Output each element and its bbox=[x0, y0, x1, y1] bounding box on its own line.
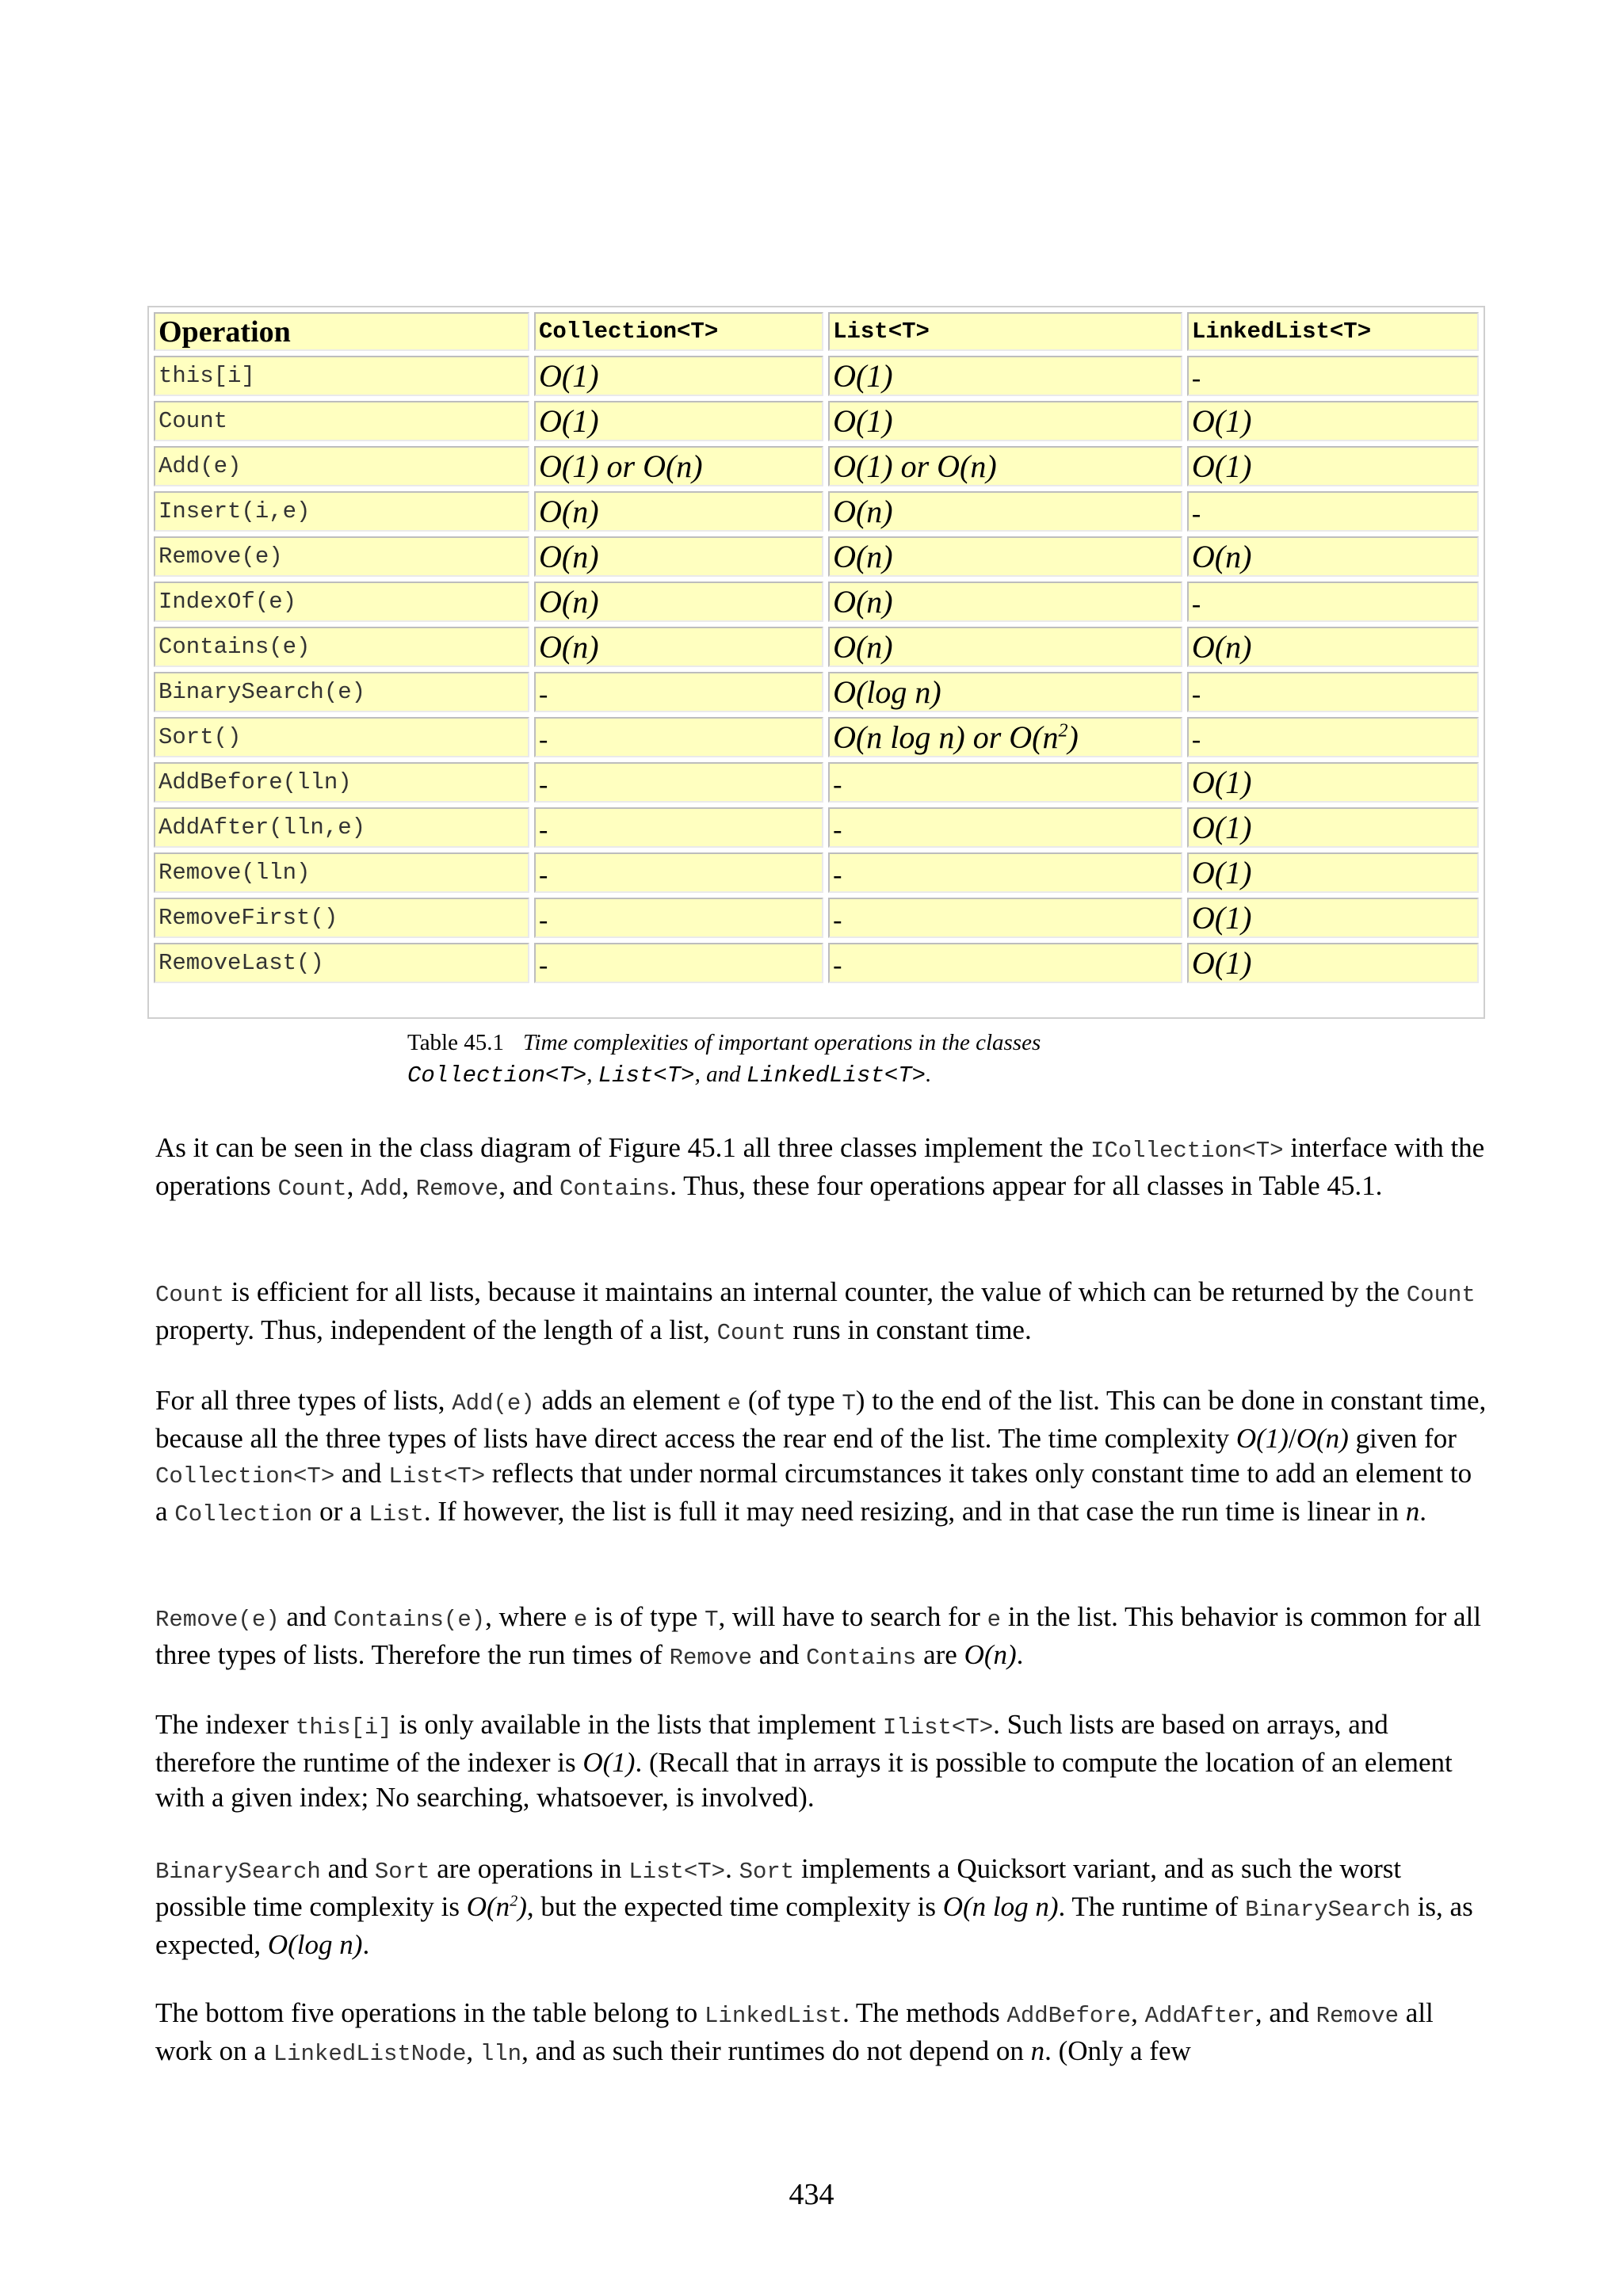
code: Count bbox=[1406, 1282, 1476, 1308]
text: , and as such their runtimes do not depend on bbox=[521, 2035, 1031, 2066]
complexity-cell: O(1) bbox=[1187, 401, 1479, 441]
code: BinarySearch bbox=[155, 1859, 321, 1885]
code: Remove bbox=[669, 1645, 753, 1671]
complexity-cell bbox=[828, 762, 1182, 803]
complexity-cell bbox=[828, 943, 1182, 983]
code: Collection<T> bbox=[155, 1463, 335, 1489]
not-available-dash: - bbox=[539, 815, 548, 845]
text: adds an element bbox=[534, 1385, 727, 1416]
complexity-cell bbox=[1187, 717, 1479, 757]
operation-cell: BinarySearch(e) bbox=[154, 672, 529, 712]
text: and bbox=[320, 1853, 375, 1884]
not-available-dash: - bbox=[539, 770, 548, 799]
code: List<T> bbox=[388, 1463, 486, 1489]
complexity-cell bbox=[534, 672, 823, 712]
text: , but the expected time complexity is bbox=[526, 1891, 943, 1922]
complexity-cell: O(1) bbox=[534, 356, 823, 396]
table-row bbox=[154, 446, 1479, 486]
table-row bbox=[154, 536, 1479, 577]
code: e bbox=[727, 1390, 742, 1417]
complexity-cell bbox=[534, 717, 823, 757]
complexity-cell: O(1) bbox=[1187, 446, 1479, 486]
table-row bbox=[154, 762, 1479, 803]
operation-cell: IndexOf(e) bbox=[154, 582, 529, 622]
table-row bbox=[154, 356, 1479, 396]
text: (of type bbox=[741, 1385, 842, 1416]
not-available-dash: - bbox=[833, 906, 842, 935]
complexity-cell: O(n) bbox=[534, 627, 823, 667]
operation-cell: Contains(e) bbox=[154, 627, 529, 667]
not-available-dash: - bbox=[833, 860, 842, 890]
complexity-cell: O(n) bbox=[828, 627, 1182, 667]
formula: O(n) bbox=[964, 1639, 1017, 1670]
table-row bbox=[154, 401, 1479, 441]
text: As it can be seen in the class diagram of Figure 45.1 all three classes implement the bbox=[155, 1132, 1090, 1163]
complexity-cell: O(n) bbox=[1187, 627, 1479, 667]
paragraph-7 bbox=[155, 1996, 1487, 2072]
complexity-table bbox=[149, 307, 1484, 988]
not-available-dash: - bbox=[539, 680, 548, 709]
complexity-text: ) bbox=[1067, 719, 1079, 755]
text: . The methods bbox=[842, 1997, 1007, 2028]
not-available-dash: - bbox=[833, 770, 842, 799]
text: and bbox=[752, 1639, 807, 1670]
complexity-cell: O(n) bbox=[828, 536, 1182, 577]
text: in the list. This behavior is common for all three types of lists. Therefore the run times of bbox=[155, 1601, 1481, 1670]
operation-cell: RemoveFirst() bbox=[154, 898, 529, 938]
header-operation: Operation bbox=[154, 312, 529, 351]
code: e bbox=[573, 1607, 588, 1633]
not-available-dash: - bbox=[833, 951, 842, 980]
code: Remove bbox=[1316, 2003, 1400, 2029]
complexity-cell: O(log n) bbox=[828, 672, 1182, 712]
table-caption bbox=[407, 1027, 1279, 1092]
text: . If however, the list is full it may need resizing, and in that case the run time is linear in bbox=[423, 1496, 1406, 1527]
complexity-cell: O(n) bbox=[828, 582, 1182, 622]
not-available-dash: - bbox=[1191, 680, 1201, 709]
complexity-cell bbox=[534, 943, 823, 983]
text: . bbox=[1419, 1496, 1426, 1527]
table-row bbox=[154, 852, 1479, 893]
paragraph-1 bbox=[155, 1131, 1487, 1207]
operation-cell: Insert(i,e) bbox=[154, 491, 529, 532]
operation-cell: Count bbox=[154, 401, 529, 441]
complexity-cell bbox=[1187, 356, 1479, 396]
caption-code: LinkedList<T> bbox=[746, 1062, 926, 1089]
text: , where bbox=[485, 1601, 574, 1632]
complexity-cell bbox=[534, 807, 823, 848]
table-row bbox=[154, 807, 1479, 848]
paragraph-2 bbox=[155, 1275, 1487, 1351]
code: LinkedList bbox=[705, 2003, 843, 2029]
caption-number: Table 45.1 bbox=[407, 1030, 504, 1055]
complexity-cell: O(1) bbox=[1187, 943, 1479, 983]
complexity-cell: O(1) bbox=[1187, 852, 1479, 893]
not-available-dash: - bbox=[539, 725, 548, 754]
table-row bbox=[154, 491, 1479, 532]
code: Sort bbox=[739, 1859, 795, 1885]
complexity-cell: O(n) bbox=[828, 491, 1182, 532]
text: . Such lists are based on arrays, and therefore the runtime of the indexer is bbox=[155, 1709, 1388, 1778]
complexity-cell: O(n) bbox=[534, 491, 823, 532]
caption-code: Collection<T> bbox=[407, 1062, 587, 1089]
complexity-cell bbox=[828, 852, 1182, 893]
caption-text: Time complexities of important operations in the classes bbox=[523, 1030, 1041, 1055]
table-row bbox=[154, 717, 1479, 757]
complexity-cell bbox=[1187, 672, 1479, 712]
text: . bbox=[725, 1853, 739, 1884]
operation-cell: Remove(lln) bbox=[154, 852, 529, 893]
table-row bbox=[154, 898, 1479, 938]
text: property. Thus, independent of the length of a list, bbox=[155, 1314, 717, 1345]
formula: O(n bbox=[466, 1891, 510, 1922]
text: ) to the end of the list. This can be done in constant time, because all the three types of lists have direct access the rear end of the list. The time complexity bbox=[155, 1385, 1487, 1454]
code: Contains bbox=[559, 1176, 670, 1202]
text: , and bbox=[498, 1170, 559, 1201]
operation-cell: this[i] bbox=[154, 356, 529, 396]
complexity-cell bbox=[828, 898, 1182, 938]
code: Count bbox=[277, 1176, 347, 1202]
complexity-cell bbox=[1187, 491, 1479, 532]
code: BinarySearch bbox=[1245, 1897, 1411, 1923]
code: Add(e) bbox=[452, 1390, 535, 1417]
complexity-cell: O(n) bbox=[534, 536, 823, 577]
formula: O(n) bbox=[1296, 1423, 1349, 1454]
table-row bbox=[154, 582, 1479, 622]
code: Remove bbox=[415, 1176, 499, 1202]
table-row bbox=[154, 672, 1479, 712]
complexity-cell: O(n) bbox=[1187, 536, 1479, 577]
header-collection: Collection<T> bbox=[534, 312, 823, 351]
text: . bbox=[362, 1929, 370, 1960]
complexity-cell: O(1) bbox=[828, 401, 1182, 441]
code: T bbox=[842, 1390, 856, 1417]
caption-text: . bbox=[926, 1062, 932, 1087]
code: Contains bbox=[806, 1645, 917, 1671]
paragraph-5 bbox=[155, 1707, 1487, 1815]
table-row bbox=[154, 627, 1479, 667]
code: ICollection<T> bbox=[1090, 1138, 1284, 1164]
table-header-row bbox=[154, 312, 1479, 351]
complexity-exponent: 2 bbox=[1058, 720, 1068, 742]
text: reflects that under normal circumstances it takes only constant time to add an element to a bbox=[155, 1458, 1472, 1527]
complexity-cell bbox=[534, 898, 823, 938]
complexity-cell: O(1) bbox=[828, 356, 1182, 396]
complexity-cell: O(1) or O(n) bbox=[534, 446, 823, 486]
complexity-cell bbox=[828, 717, 1182, 757]
operation-cell: RemoveLast() bbox=[154, 943, 529, 983]
formula: n bbox=[1405, 1496, 1420, 1527]
not-available-dash: - bbox=[539, 906, 548, 935]
code: Collection bbox=[174, 1501, 313, 1527]
complexity-cell bbox=[1187, 582, 1479, 622]
code: e bbox=[987, 1607, 1002, 1633]
complexity-cell: O(1) bbox=[1187, 807, 1479, 848]
code: T bbox=[705, 1607, 719, 1633]
text: . (Recall that in arrays it is possible to compute the location of an element with a given index; No searching, whatsoever, is involved). bbox=[155, 1747, 1453, 1813]
code: AddBefore bbox=[1006, 2003, 1132, 2029]
caption-text: , bbox=[586, 1062, 598, 1087]
text: is efficient for all lists, because it maintains an internal counter, the value of which can be returned by the bbox=[224, 1276, 1407, 1307]
code: Contains(e) bbox=[333, 1607, 486, 1633]
code: Sort bbox=[374, 1859, 430, 1885]
paragraph-3 bbox=[155, 1383, 1487, 1532]
text: The bottom five operations in the table belong to bbox=[155, 1997, 705, 2028]
complexity-table-frame bbox=[147, 306, 1485, 1019]
text: , will have to search for bbox=[718, 1601, 987, 1632]
text: . bbox=[1016, 1639, 1024, 1670]
formula: O(n log n) bbox=[942, 1891, 1059, 1922]
complexity-cell bbox=[828, 807, 1182, 848]
complexity-cell: O(1) bbox=[534, 401, 823, 441]
text: all work on a bbox=[155, 1997, 1434, 2066]
formula: ) bbox=[517, 1891, 527, 1922]
text: and bbox=[279, 1601, 334, 1632]
operation-cell: Remove(e) bbox=[154, 536, 529, 577]
text: , bbox=[1131, 1997, 1145, 2028]
text: given for bbox=[1348, 1423, 1457, 1454]
header-linkedlist: LinkedList<T> bbox=[1187, 312, 1479, 351]
text: , and bbox=[1254, 1997, 1316, 2028]
not-available-dash: - bbox=[1191, 364, 1201, 393]
text: implements a Quicksort variant, and as such the worst possible time complexity is bbox=[155, 1853, 1402, 1922]
complexity-cell: O(1) bbox=[1187, 762, 1479, 803]
operation-cell: AddBefore(lln) bbox=[154, 762, 529, 803]
text: is only available in the lists that implement bbox=[391, 1709, 883, 1740]
paragraph-4 bbox=[155, 1600, 1487, 1676]
text: . The runtime of bbox=[1058, 1891, 1246, 1922]
not-available-dash: - bbox=[1191, 725, 1201, 754]
code: Remove(e) bbox=[155, 1607, 280, 1633]
text: runs in constant time. bbox=[785, 1314, 1032, 1345]
complexity-cell bbox=[534, 762, 823, 803]
code: LinkedListNode bbox=[273, 2041, 467, 2067]
formula: O(1) bbox=[582, 1747, 636, 1778]
text: For all three types of lists, bbox=[155, 1385, 453, 1416]
caption-code: List<T> bbox=[598, 1062, 695, 1089]
text: / bbox=[1288, 1423, 1296, 1454]
text: is of type bbox=[587, 1601, 705, 1632]
operation-cell: Add(e) bbox=[154, 446, 529, 486]
text: are operations in bbox=[430, 1853, 629, 1884]
text: The indexer bbox=[155, 1709, 296, 1740]
not-available-dash: - bbox=[833, 815, 842, 845]
header-list: List<T> bbox=[828, 312, 1182, 351]
code: AddAfter bbox=[1144, 2003, 1255, 2029]
complexity-cell: O(1) or O(n) bbox=[828, 446, 1182, 486]
code: List<T> bbox=[628, 1859, 726, 1885]
complexity-cell: O(n) bbox=[534, 582, 823, 622]
code: Ilist<T> bbox=[882, 1714, 994, 1741]
paragraph-6 bbox=[155, 1852, 1487, 1962]
not-available-dash: - bbox=[1191, 499, 1201, 528]
text: . Thus, these four operations appear for all classes in Table 45.1. bbox=[670, 1170, 1383, 1201]
not-available-dash: - bbox=[539, 951, 548, 980]
operation-cell: Sort() bbox=[154, 717, 529, 757]
code: Count bbox=[716, 1320, 786, 1346]
text: , bbox=[466, 2035, 480, 2066]
text: are bbox=[916, 1639, 964, 1670]
caption-text: , and bbox=[694, 1062, 747, 1087]
operation-cell: AddAfter(lln,e) bbox=[154, 807, 529, 848]
text: is, as expected, bbox=[155, 1891, 1473, 1960]
not-available-dash: - bbox=[1191, 589, 1201, 619]
formula: O(log n) bbox=[267, 1929, 363, 1960]
text: , bbox=[346, 1170, 361, 1201]
complexity-text: O(n log n) or O(n bbox=[833, 719, 1059, 755]
table-row bbox=[154, 943, 1479, 983]
text: , bbox=[402, 1170, 416, 1201]
complexity-cell bbox=[534, 852, 823, 893]
formula: O(1) bbox=[1235, 1423, 1289, 1454]
code: lln bbox=[479, 2041, 522, 2067]
not-available-dash: - bbox=[539, 860, 548, 890]
text: and bbox=[334, 1458, 389, 1489]
code: List bbox=[369, 1501, 424, 1527]
formula-superscript: 2 bbox=[510, 1892, 518, 1910]
code: Add bbox=[361, 1176, 403, 1202]
text: . (Only a few bbox=[1044, 2035, 1191, 2066]
text: interface with the operations bbox=[155, 1132, 1485, 1201]
complexity-cell: O(1) bbox=[1187, 898, 1479, 938]
page-number: 434 bbox=[789, 2178, 834, 2211]
code: Count bbox=[155, 1282, 225, 1308]
code: this[i] bbox=[295, 1714, 392, 1741]
formula: n bbox=[1030, 2035, 1045, 2066]
text: or a bbox=[312, 1496, 369, 1527]
